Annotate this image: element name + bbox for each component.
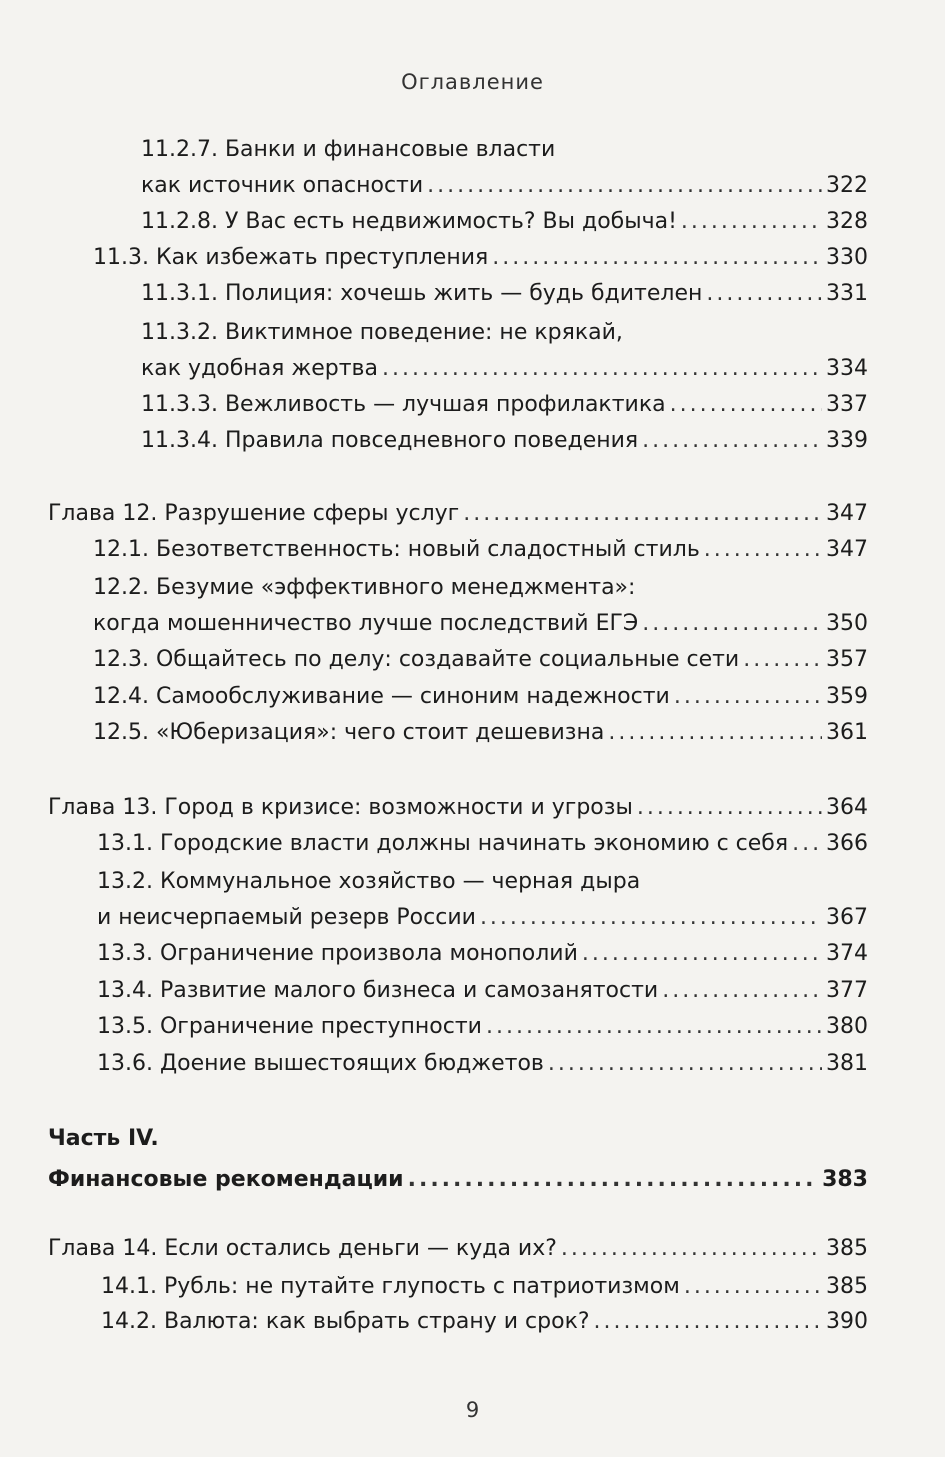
toc-entry[interactable] — [97, 900, 868, 936]
dot-leader — [427, 168, 822, 204]
toc-entry-title: Глава 13. Город в кризисе: возможности и угрозы — [48, 795, 633, 820]
toc-entry[interactable] — [101, 1304, 868, 1340]
toc-entry[interactable] — [93, 679, 868, 715]
toc-entry-title: когда мошенничество лучше последствий ЕГЭ — [93, 611, 639, 636]
toc-entry-title: как удобная жертва — [141, 356, 378, 381]
toc-entry-title: Финансовые рекомендации — [48, 1167, 404, 1192]
dot-leader — [382, 351, 822, 387]
toc-entry[interactable] — [97, 1046, 868, 1082]
dot-leader — [706, 276, 822, 312]
toc-entry-page: 359 — [826, 684, 868, 709]
toc-entry[interactable] — [93, 642, 868, 678]
dot-leader — [792, 826, 822, 862]
toc-entry-title: 13.2. Коммунальное хозяйство — черная дыра — [97, 869, 641, 894]
dot-leader — [642, 423, 822, 459]
toc-entry[interactable] — [48, 496, 868, 532]
toc-entry[interactable] — [101, 1269, 868, 1305]
toc-entry-title: Глава 12. Разрушение сферы услуг — [48, 501, 460, 526]
toc-entry-title: 13.5. Ограничение преступности — [97, 1014, 482, 1039]
toc-part-heading[interactable] — [48, 1121, 868, 1157]
dot-leader — [637, 790, 822, 826]
dot-leader — [486, 1009, 822, 1045]
toc-entry[interactable] — [97, 936, 868, 972]
toc-entry-page: 357 — [826, 647, 868, 672]
dot-leader — [608, 715, 822, 751]
toc-entry[interactable] — [97, 826, 868, 862]
dot-leader — [662, 973, 822, 1009]
toc-entry[interactable] — [93, 570, 868, 606]
toc-entry-page: 380 — [826, 1014, 868, 1039]
toc-entry-page: 322 — [826, 173, 868, 198]
dot-leader — [670, 387, 822, 423]
dot-leader — [480, 900, 822, 936]
toc-entry-title: 14.1. Рубль: не путайте глупость с патриотизмом — [101, 1274, 680, 1299]
toc-entry-title: 11.2.7. Банки и финансовые власти — [141, 137, 556, 162]
toc-entry[interactable] — [48, 1231, 868, 1267]
toc-entry[interactable] — [141, 276, 868, 312]
toc-entry-page: 374 — [826, 941, 868, 966]
toc-entry-page: 347 — [826, 501, 868, 526]
toc-entry-title: 12.3. Общайтесь по делу: создавайте социальные сети — [93, 647, 740, 672]
toc-entry[interactable] — [141, 387, 868, 423]
toc-entry[interactable] — [48, 1162, 868, 1198]
toc-entry-title: 12.4. Самообслуживание — синоним надежности — [93, 684, 670, 709]
toc-entry[interactable] — [141, 168, 868, 204]
toc-entry-title: как источник опасности — [141, 173, 424, 198]
toc-entry[interactable] — [93, 240, 868, 276]
toc-entry-page: 339 — [826, 428, 868, 453]
toc-entry[interactable] — [93, 606, 868, 642]
toc-entry-page: 367 — [826, 905, 868, 930]
toc-entry-title: 11.3.1. Полиция: хочешь жить — будь бдителен — [141, 281, 703, 306]
toc-entry[interactable] — [97, 973, 868, 1009]
toc-entry-page: 364 — [826, 795, 868, 820]
toc-entry-title: 13.3. Ограничение произвола монополий — [97, 941, 578, 966]
toc-entry-title: 13.4. Развитие малого бизнеса и самозанятости — [97, 978, 659, 1003]
toc-entry-page: 361 — [826, 720, 868, 745]
toc-entry-title: 14.2. Валюта: как выбрать страну и срок? — [101, 1309, 590, 1334]
toc-entry[interactable] — [141, 315, 868, 351]
toc-entry-page: 377 — [826, 978, 868, 1003]
dot-leader — [594, 1304, 822, 1340]
toc-entry-page: 328 — [826, 209, 868, 234]
toc-entry-page: 347 — [826, 537, 868, 562]
toc-entry-title: 12.1. Безответственность: новый сладостный стиль — [93, 537, 700, 562]
toc-entry[interactable] — [141, 423, 868, 459]
toc-entry-title: 13.1. Городские власти должны начинать экономию с себя — [97, 831, 789, 856]
toc-entry[interactable] — [97, 1009, 868, 1045]
dot-leader — [704, 532, 822, 568]
toc-entry[interactable] — [141, 132, 868, 168]
toc-entry-page: 366 — [826, 831, 868, 856]
running-header: Оглавление — [401, 70, 544, 94]
dot-leader — [582, 936, 822, 972]
dot-leader — [492, 240, 822, 276]
toc-entry-page: 334 — [826, 356, 868, 381]
toc-entry-page: 385 — [826, 1236, 868, 1261]
dot-leader — [561, 1231, 822, 1267]
toc-entry-title: 12.5. «Юберизация»: чего стоит дешевизна — [93, 720, 605, 745]
toc-entry-title: 13.6. Доение вышестоящих бюджетов — [97, 1051, 544, 1076]
toc-entry[interactable] — [48, 790, 868, 826]
toc-entry-page: 350 — [826, 611, 868, 636]
toc-entry-page: 381 — [826, 1051, 868, 1076]
toc-entry-title: 11.3.4. Правила повседневного поведения — [141, 428, 639, 453]
toc-entry-page: 330 — [826, 245, 868, 270]
toc-entry-page: 337 — [826, 392, 868, 417]
dot-leader — [642, 606, 822, 642]
toc-entry[interactable] — [97, 864, 868, 900]
toc-entry-page: 390 — [826, 1309, 868, 1334]
dot-leader — [684, 1269, 822, 1305]
dot-leader — [681, 204, 822, 240]
toc-entry-title: 11.2.8. У Вас есть недвижимость? Вы добыча! — [141, 209, 677, 234]
toc-entry-title: и неисчерпаемый резерв России — [97, 905, 476, 930]
toc-entry-title: 11.3.2. Виктимное поведение: не крякай, — [141, 320, 623, 345]
dot-leader — [674, 679, 822, 715]
dot-leader — [408, 1162, 818, 1198]
dot-leader — [743, 642, 822, 678]
toc-entry-page: 331 — [826, 281, 868, 306]
dot-leader — [548, 1046, 822, 1082]
toc-entry-title: Часть IV. — [48, 1126, 159, 1151]
toc-entry[interactable] — [93, 715, 868, 751]
toc-entry-page: 385 — [826, 1274, 868, 1299]
toc-entry[interactable] — [93, 532, 868, 568]
toc-entry[interactable] — [141, 204, 868, 240]
dot-leader — [463, 496, 822, 532]
toc-entry-title: Глава 14. Если остались деньги — куда их? — [48, 1236, 557, 1261]
toc-entry-title: 11.3.3. Вежливость — лучшая профилактика — [141, 392, 666, 417]
toc-entry[interactable] — [141, 351, 868, 387]
toc-entry-title: 12.2. Безумие «эффективного менеджмента»: — [93, 575, 636, 600]
toc-entry-page: 383 — [822, 1167, 868, 1192]
page-number: 9 — [465, 1398, 480, 1422]
toc-entry-title: 11.3. Как избежать преступления — [93, 245, 489, 270]
